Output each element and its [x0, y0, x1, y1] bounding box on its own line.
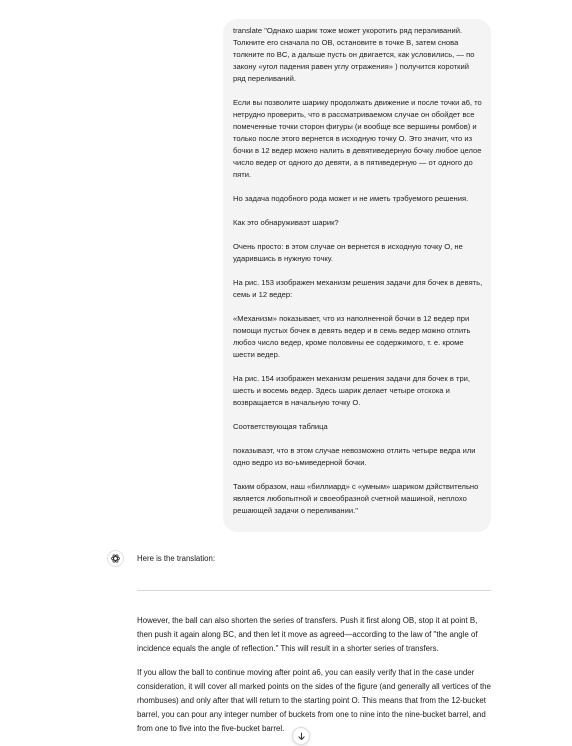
user-message-paragraph: показываэт, что в этом случае невозможно отлить четыре ведра или одно ведро из во-ьмиведерной бочки.: [233, 446, 476, 467]
user-message-paragraph: translate "Однако шарик тоже может укоротить ряд перэливаний. Толкните его сначала по OB, остановите в точке B, затем снова толкните по BC, а дальше пусть он двигается, как условились, — по закону «угол падения равен углу отражения» ) получится короткий ряд переливаний.: [233, 26, 475, 83]
assistant-message-paragraph: If you allow the ball to continue moving after point a6, you can easily verify that in the case under consideration, it will cover all marked points on the sides of the figure (and generally all vertices of the rhombuses) and only after that will return to the starting point O. This means that from the 12-bucket barrel, you can pour any integer number of buckets from one to nine into the nine-bucket barrel, and from one to five into the five-bucket barrel.: [137, 668, 491, 733]
assistant-intro-text: Here is the translation:: [137, 554, 216, 563]
assistant-avatar: [107, 550, 124, 567]
user-message-paragraph: На рис. 154 изображен механизм решения задачи для бочек в три, шесть и восемь ведер. Здесь шарик делает четыре отскока и возвращается в начальную точку O.: [233, 374, 471, 407]
user-message-paragraph: Как это обнаруживаэт шарик?: [233, 218, 339, 227]
user-message-bubble: [223, 19, 491, 532]
assistant-message-body: [137, 614, 493, 746]
user-message-paragraph: Соответствующая таблица: [233, 422, 328, 431]
user-message-paragraph: Очень просто: в этом случае он вернется в исходную точку O, не ударившись в нужную точку.: [233, 242, 463, 263]
user-message-paragraph: Таким образом, наш «биллиард» с «умным» шариком дэйствительно является любопытной и своеобразной счетной машиной, неплохо решающей задачи о переливании.": [233, 482, 479, 515]
user-message-paragraph: «Механизм» показывает, что из наполненной бочки в 12 ведер при помощи пустых бочек в девять ведер и в семь ведер можно отлить любоэ число ведер, кроме половины ее содержимого, т. е. кроме шести ведер.: [233, 314, 471, 359]
horizontal-divider: [137, 590, 491, 591]
user-message-paragraph: На рис. 153 изображен механизм решения задачи для бочек в девять, семь и 12 ведер:: [233, 278, 483, 299]
assistant-message-paragraph: However, the ball can also shorten the series of transfers. Push it first along OB, stop it at point B, then push it again along BC, and then let it move as agreed—according to the law of "the angle of incidence equals the angle of reflection." This will result in a shorter series of transfers.: [137, 616, 478, 653]
openai-logo-icon: [110, 553, 121, 564]
arrow-down-icon: [297, 732, 306, 741]
scroll-to-bottom-button[interactable]: [292, 727, 310, 745]
user-message-paragraph: Но задача подобного рода может и не иметь трэбуемого решения.: [233, 194, 469, 203]
user-message-paragraph: Если вы позволите шарику продолжать движение и после точки а6, то нетрудно проверить, что в рассматриваемом случае он обойдет все помеченные точки сторон фигуры (и вообще все вершины ромбов) и только после этого вернется в исходную точку O. Это значит, что из бочки в 12 ведер можно налить в девятиведерную бочку любое целое число ведер от одного до девяти, а в пятиведерную — от одного до пяти.: [233, 98, 482, 179]
